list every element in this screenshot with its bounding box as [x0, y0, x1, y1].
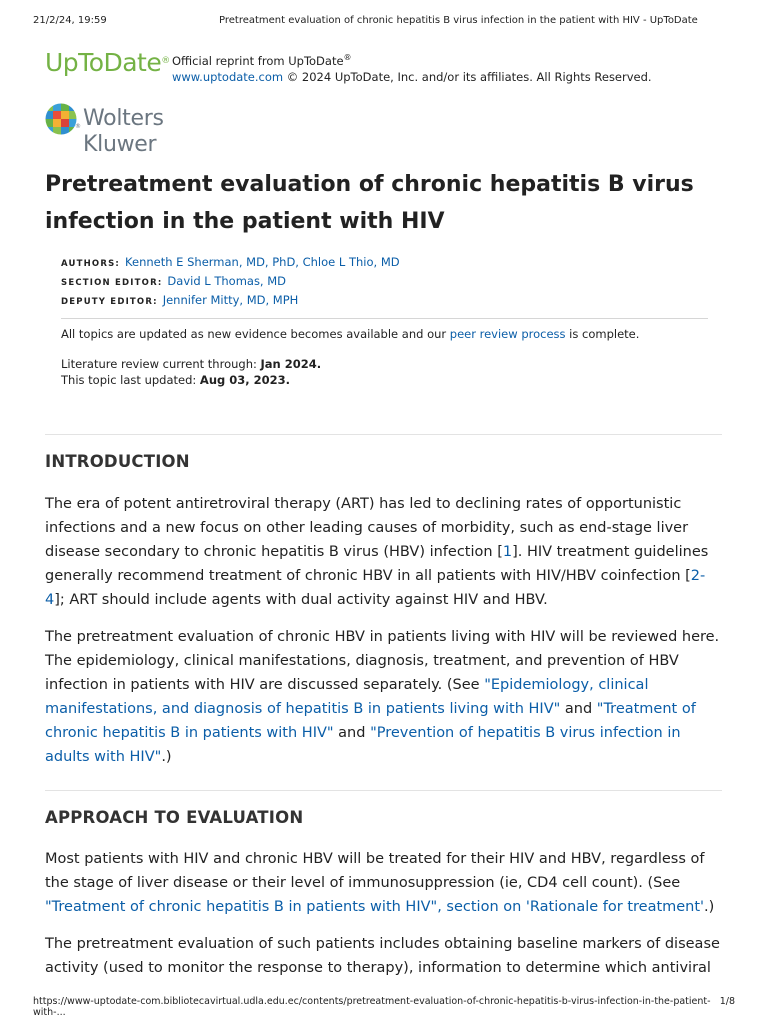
- epidemiology-topic-link[interactable]: "Epidemiology, clinical manifestations, and diagnosis of hepatitis B in patients living with HIV": [45, 677, 649, 717]
- section-heading-approach: APPROACH TO EVALUATION: [45, 808, 304, 827]
- reference-link-1[interactable]: 1: [502, 544, 513, 560]
- uptodate-logo[interactable]: UpToDate®: [45, 48, 170, 77]
- print-date: 21/2/24, 19:59: [33, 15, 107, 26]
- section-divider: [45, 790, 722, 791]
- section-heading-introduction: INTRODUCTION: [45, 452, 190, 471]
- article-title: Pretreatment evaluation of chronic hepatitis B virus infection in the patient with HIV: [45, 172, 694, 234]
- rationale-for-treatment-link[interactable]: "Treatment of chronic hepatitis B in patients with HIV", section on 'Rationale for treatment': [45, 899, 705, 915]
- treatment-topic-link[interactable]: "Treatment of chronic hepatitis B in patients with HIV": [45, 701, 696, 741]
- page-number: 1/8: [719, 996, 735, 1007]
- authors-label: AUTHORS:: [61, 259, 121, 269]
- reference-link-2-4[interactable]: 2-4: [45, 568, 706, 608]
- copyright-text: © 2024 UpToDate, Inc. and/or its affiliates. All Rights Reserved.: [283, 69, 652, 84]
- intro-paragraph-2: The pretreatment evaluation of chronic HBV in patients living with HIV will be reviewed here. The epidemiology, clinical manifestations, diagnosis, treatment, and prevention of HBV infection in patients with HIV are discussed separately. (See "Epidemiology, clinical manifestations, and diagnosis of hepatitis B in patients living with HIV" and "Treatment of chronic hepatitis B in patients with HIV" and "Prevention of hepatitis B virus infection in adults with HIV".): [45, 629, 720, 765]
- section-editor-link[interactable]: David L Thomas, MD: [167, 274, 287, 288]
- deputy-editor-label: DEPUTY EDITOR:: [61, 297, 158, 307]
- authors-link[interactable]: Kenneth E Sherman, MD, PhD, Chloe L Thio, MD: [125, 255, 400, 269]
- last-updated-date: This topic last updated: Aug 03, 2023.: [61, 373, 290, 387]
- topic-update-notes: [61, 326, 721, 388]
- prevention-topic-link[interactable]: "Prevention of hepatitis B virus infection in adults with HIV": [45, 725, 681, 765]
- print-header: [33, 15, 735, 29]
- uptodate-site-link[interactable]: www.uptodate.com: [172, 69, 284, 84]
- deputy-editor-link[interactable]: Jennifer Mitty, MD, MPH: [162, 293, 299, 307]
- print-footer: [33, 996, 735, 1018]
- divider: [61, 318, 708, 319]
- literature-review-date: Literature review current through: Jan 2024.: [61, 357, 322, 371]
- approach-paragraph-1: Most patients with HIV and chronic HBV will be treated for their HIV and HBV, regardless of the stage of liver disease or their level of immunosuppression (ie, CD4 cell count). (See "Treatment of chronic hepatitis B in patients with HIV", section on 'Rationale for treatment'.): [45, 851, 715, 915]
- approach-paragraph-2: The pretreatment evaluation of such patients includes obtaining baseline markers of disease activity (used to monitor the response to therapy), information to determine which antiviral: [45, 936, 720, 976]
- peer-review-link[interactable]: peer review process: [449, 327, 566, 341]
- wolters-kluwer-globe-icon: [45, 103, 77, 135]
- print-url: https://www-uptodate-com.bibliotecavirtual.udla.edu.ec/contents/pretreatment-evaluation-of-chronic-hepatitis-b-virus-infection-in-the-patient-with-...: [33, 996, 711, 1018]
- section-editor-label: SECTION EDITOR:: [61, 278, 163, 288]
- reprint-line: Official reprint from UpToDate: [172, 53, 344, 68]
- update-note: All topics are updated as new evidence becomes available and our peer review process is complete.: [61, 327, 640, 341]
- wolters-kluwer-wordmark: Wolters Kluwer: [83, 106, 164, 157]
- reprint-notice: Official reprint from UpToDate® www.uptodate.com © 2024 UpToDate, Inc. and/or its affiliates. All Rights Reserved.: [172, 53, 652, 84]
- article-credits: [61, 254, 721, 311]
- section-divider: [45, 434, 722, 435]
- print-page-title: Pretreatment evaluation of chronic hepatitis B virus infection in the patient with HIV - UpToDate: [219, 15, 698, 26]
- intro-paragraph-1: The era of potent antiretroviral therapy (ART) has led to declining rates of opportunistic infections and a new focus on other leading causes of morbidity, such as end-stage liver disease secondary to chronic hepatitis B virus (HBV) infection [1]. HIV treatment guidelines generally recommend treatment of chronic HBV in all patients with HIV/HBV coinfection [2-4]; ART should include agents with dual activity against HIV and HBV.: [45, 496, 709, 608]
